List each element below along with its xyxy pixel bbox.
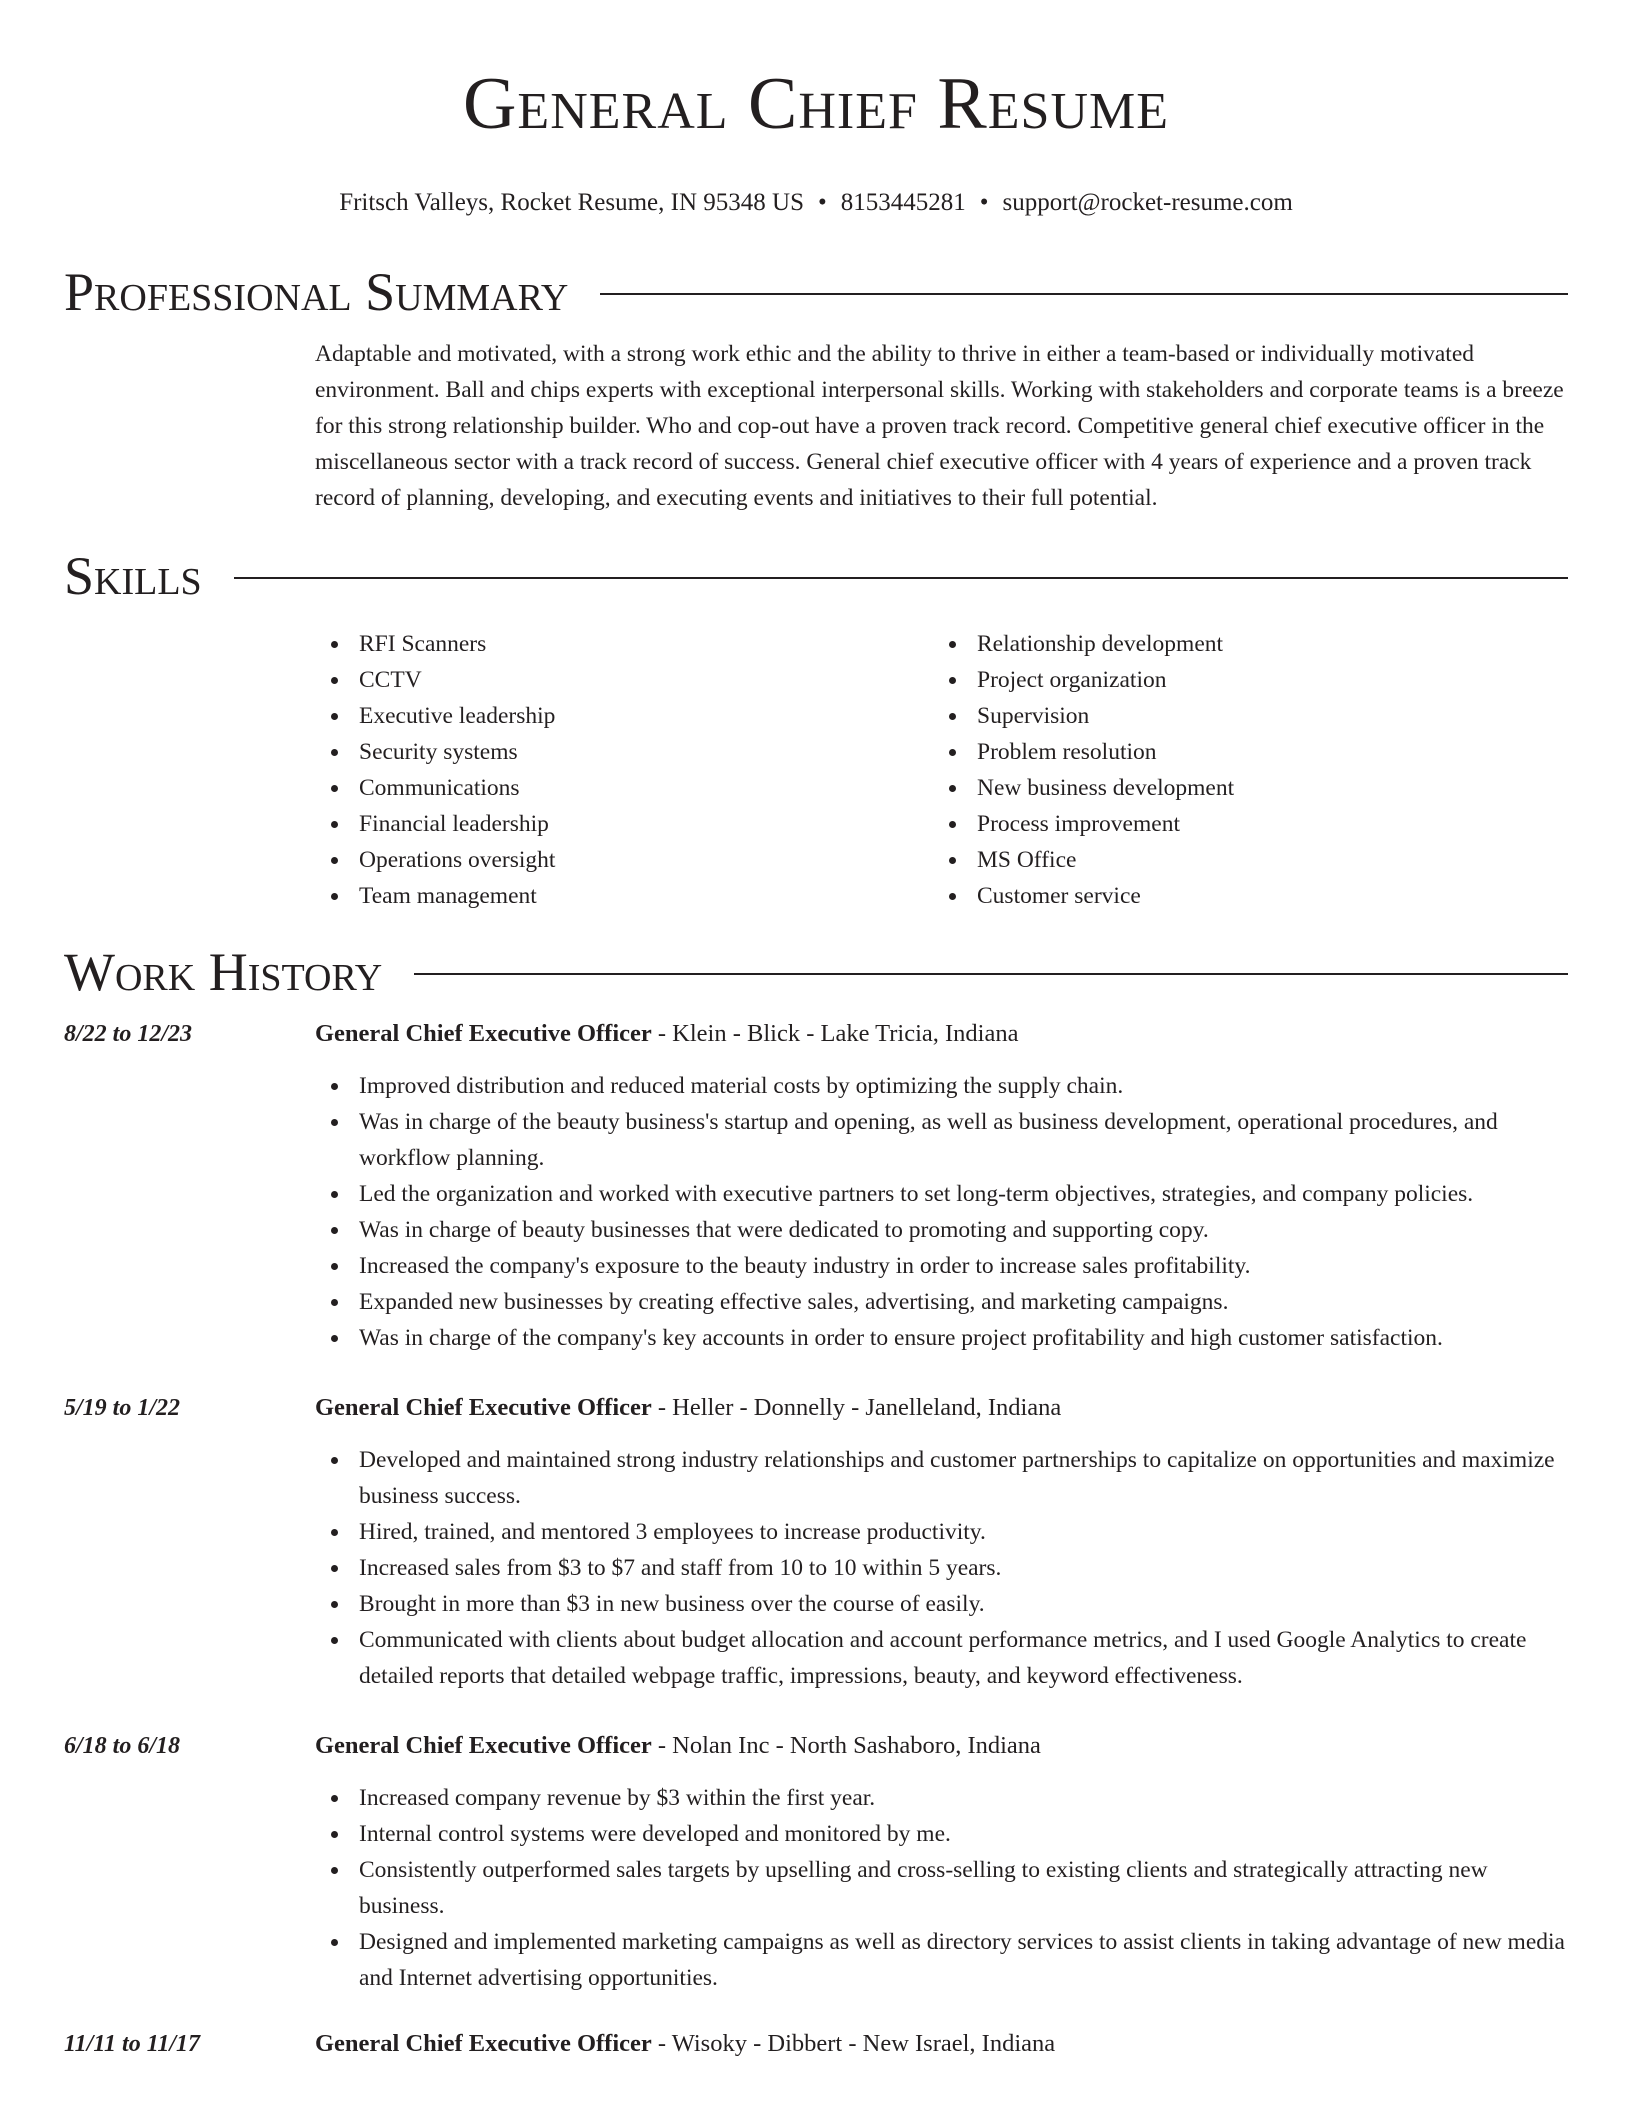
job-bullet: Internal control systems were developed and monitored by me.	[315, 1816, 1568, 1852]
job-bullet: Increased the company's exposure to the beauty industry in order to increase sales profitability.	[315, 1248, 1568, 1284]
job-body	[315, 2026, 1568, 2062]
job-entry	[64, 1728, 1568, 1996]
job-bullet: Designed and implemented marketing campaigns as well as directory services to assist clients in taking advantage of new media and Internet advertising opportunities.	[315, 1924, 1568, 1996]
contact-phone: 8153445281	[840, 189, 966, 216]
job-entry	[64, 1390, 1568, 1694]
contact-address: Fritsch Valleys, Rocket Resume, IN 95348 US	[339, 189, 804, 216]
job-body	[315, 1016, 1568, 1356]
job-bullet: Was in charge of the beauty business's startup and opening, as well as business development, operational procedures, and workflow planning.	[315, 1104, 1568, 1176]
job-bullet: Was in charge of beauty businesses that were dedicated to promoting and supporting copy.	[315, 1212, 1568, 1248]
job-body	[315, 1390, 1568, 1694]
job-dates: 11/11 to 11/17	[64, 2031, 201, 2057]
job-title: General Chief Executive Officer	[315, 1394, 652, 1421]
skill-item: Operations oversight	[315, 842, 933, 878]
contact-email: support@rocket-resume.com	[1002, 189, 1293, 216]
section-divider	[414, 973, 1568, 975]
skill-item: New business development	[933, 770, 1551, 806]
contact-separator: •	[979, 189, 989, 216]
skills-list	[315, 626, 1568, 914]
job-heading	[315, 1016, 1568, 1052]
summary-heading-text: Professional Summary	[64, 262, 569, 322]
skill-item: Problem resolution	[933, 734, 1551, 770]
job-bullet: Led the organization and worked with executive partners to set long-term objectives, strategies, and company policies.	[315, 1176, 1568, 1212]
job-bullets	[315, 1442, 1568, 1694]
skills-section-heading	[64, 546, 1568, 606]
summary-text: Adaptable and motivated, with a strong work ethic and the ability to thrive in either a team-based or individually motivated environment. Ball and chips experts with exceptional interpersonal skills. Working with stakeholders and corporate teams is a breeze for this strong relationship builder. Who and cop-out have a proven track record. Competitive general chief executive officer in the miscellaneous sector with a track record of success. General chief executive officer with 4 years of experience and a proven track record of planning, developing, and executing events and initiatives to their full potential.	[315, 341, 1564, 511]
work-history-list	[64, 1016, 1568, 2062]
job-dates: 6/18 to 6/18	[64, 1733, 181, 1759]
skills-column-left	[315, 626, 933, 914]
job-title: General Chief Executive Officer	[315, 1020, 652, 1047]
job-title: General Chief Executive Officer	[315, 2030, 652, 2057]
contact-line	[64, 188, 1568, 218]
contact-separator: •	[817, 189, 827, 216]
job-bullets	[315, 1780, 1568, 1996]
job-bullets	[315, 1068, 1568, 1356]
job-company: - Klein - Blick - Lake Tricia, Indiana	[651, 1020, 1019, 1047]
skill-item: CCTV	[315, 662, 933, 698]
section-divider	[600, 293, 1568, 295]
skill-item: MS Office	[933, 842, 1551, 878]
work-section-heading	[64, 942, 1568, 1002]
job-entry	[64, 2026, 1568, 2062]
job-heading	[315, 1390, 1568, 1426]
job-entry	[64, 1016, 1568, 1356]
job-bullet: Consistently outperformed sales targets by upselling and cross-selling to existing clients and strategically attracting new business.	[315, 1852, 1568, 1924]
job-dates: 8/22 to 12/23	[64, 1021, 193, 1047]
skill-item: Executive leadership	[315, 698, 933, 734]
job-bullet: Was in charge of the company's key accounts in order to ensure project profitability and high customer satisfaction.	[315, 1320, 1568, 1356]
job-bullet: Increased sales from $3 to $7 and staff from 10 to 10 within 5 years.	[315, 1550, 1568, 1586]
job-heading	[315, 2026, 1568, 2062]
summary-section-heading	[64, 262, 1568, 322]
job-body	[315, 1728, 1568, 1996]
job-company: - Nolan Inc - North Sashaboro, Indiana	[651, 1732, 1041, 1759]
skill-item: Communications	[315, 770, 933, 806]
job-company: - Heller - Donnelly - Janelleland, Indiana	[651, 1394, 1062, 1421]
job-bullet: Hired, trained, and mentored 3 employees to increase productivity.	[315, 1514, 1568, 1550]
skill-item: Team management	[315, 878, 933, 914]
section-divider	[234, 577, 1568, 579]
skill-item: Supervision	[933, 698, 1551, 734]
job-bullet: Expanded new businesses by creating effective sales, advertising, and marketing campaigns.	[315, 1284, 1568, 1320]
skill-item: Financial leadership	[315, 806, 933, 842]
skill-item: Relationship development	[933, 626, 1551, 662]
job-bullet: Brought in more than $3 in new business over the course of easily.	[315, 1586, 1568, 1622]
skill-item: Security systems	[315, 734, 933, 770]
skills-column-right	[933, 626, 1551, 914]
job-company: - Wisoky - Dibbert - New Israel, Indiana	[651, 2030, 1056, 2057]
skill-item: Customer service	[933, 878, 1551, 914]
skill-item: RFI Scanners	[315, 626, 933, 662]
job-dates: 5/19 to 1/22	[64, 1395, 181, 1421]
resume-name: General Chief Resume	[462, 63, 1170, 145]
work-heading-text: Work History	[64, 942, 383, 1002]
job-bullet: Communicated with clients about budget allocation and account performance metrics, and I used Google Analytics to create detailed reports that detailed webpage traffic, impressions, beauty, and keyword effectiveness.	[315, 1622, 1568, 1694]
skills-heading-text: Skills	[64, 546, 202, 606]
job-bullet: Increased company revenue by $3 within the first year.	[315, 1780, 1568, 1816]
job-title: General Chief Executive Officer	[315, 1732, 652, 1759]
skill-item: Project organization	[933, 662, 1551, 698]
job-bullet: Developed and maintained strong industry relationships and customer partnerships to capitalize on opportunities and maximize business success.	[315, 1442, 1568, 1514]
job-heading	[315, 1728, 1568, 1764]
skill-item: Process improvement	[933, 806, 1551, 842]
job-bullet: Improved distribution and reduced material costs by optimizing the supply chain.	[315, 1068, 1568, 1104]
